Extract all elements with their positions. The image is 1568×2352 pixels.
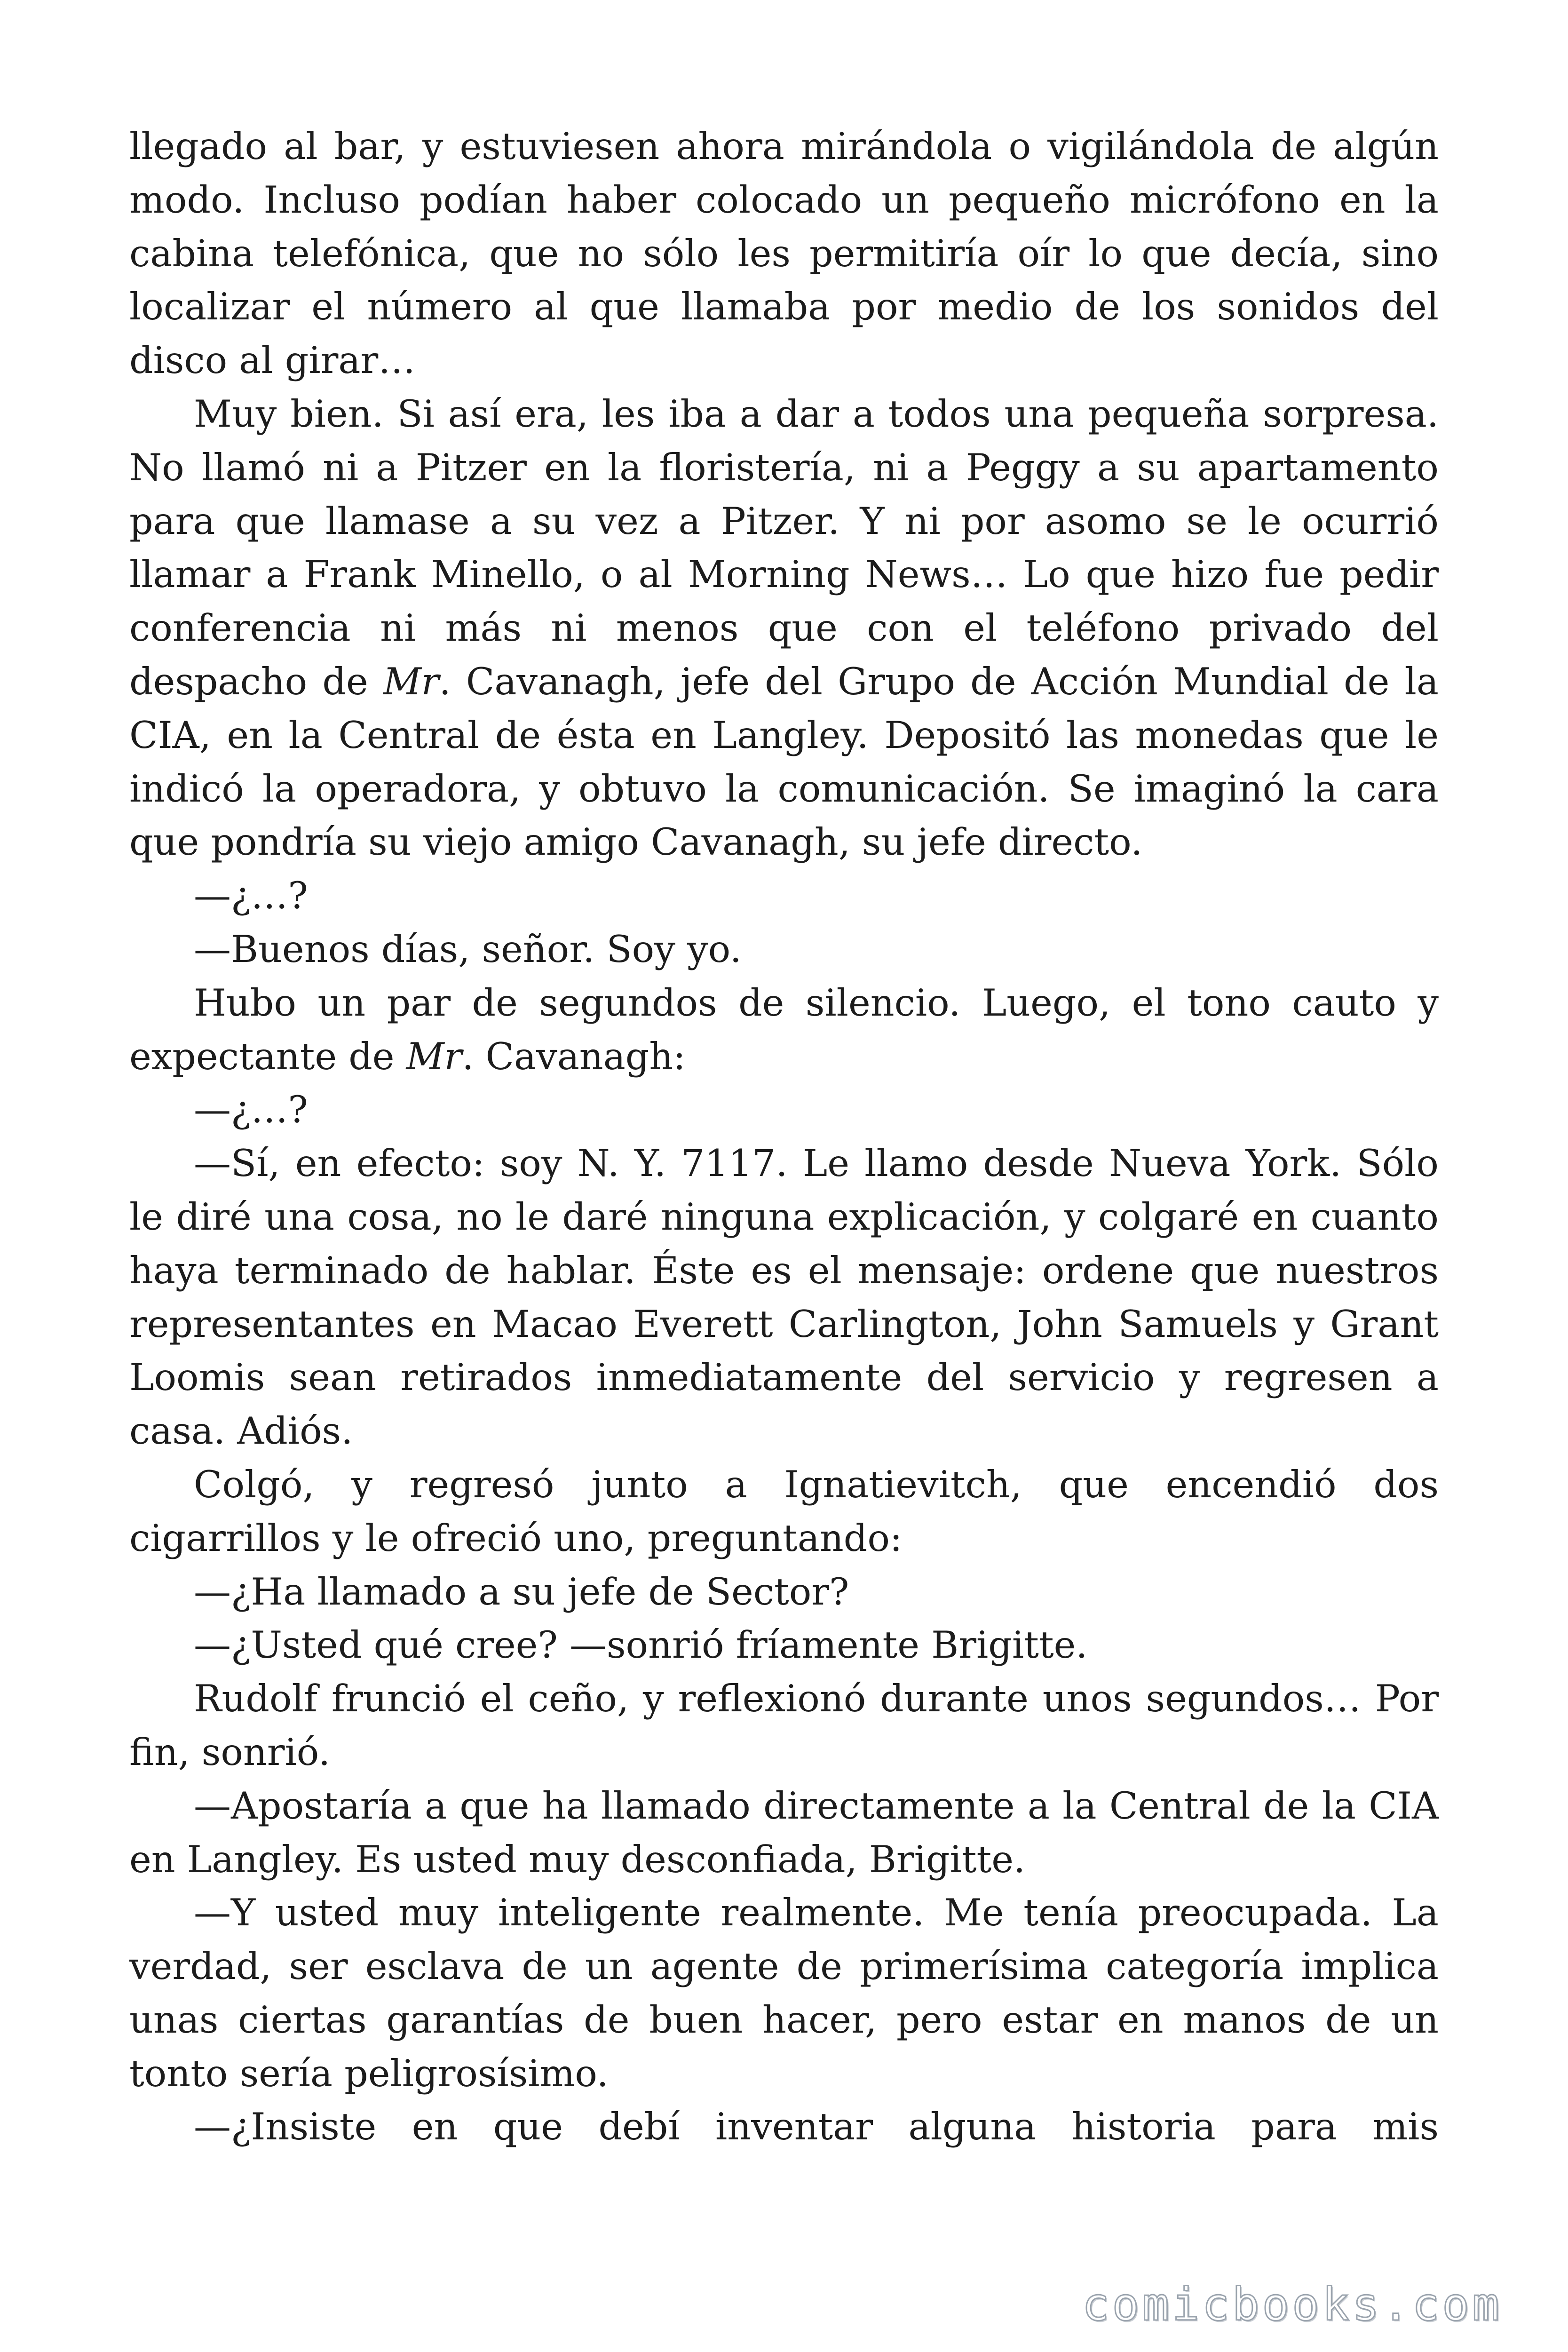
dialogue-line xyxy=(129,1619,1439,1672)
paragraph-text: —¿Insiste en que debí inventar alguna historia para mis xyxy=(194,2105,1439,2149)
paragraph-text: —¿…? xyxy=(194,874,308,918)
paragraph-text: Muy bien. Si así era, les iba a dar a todos una pequeña sorpresa. No llamó ni a Pitzer en la floristería, ni a Peggy a su apartamento para que llamase a su vez a Pitzer. Y ni por asomo se le ocurrió llamar a Frank Minello, o al Morning News… Lo que hizo fue pedir conferencia ni más ni menos que con el teléfono privado del despacho de xyxy=(129,392,1439,703)
paragraph xyxy=(129,388,1439,869)
paragraph xyxy=(129,977,1439,1084)
dialogue-line xyxy=(129,1886,1439,2100)
paragraph-text: —Y usted muy inteligente realmente. Me tenía preocupada. La verdad, ser esclava de un agente de primerísima categoría implica unas ciertas garantías de buen hacer, pero estar en manos de un tonto sería peligrosísimo. xyxy=(129,1891,1439,2095)
dialogue-line xyxy=(129,923,1439,977)
paragraph-text: . Cavanagh: xyxy=(462,1034,686,1078)
paragraph-text: —¿Usted qué cree? —sonrió fríamente Brigitte. xyxy=(194,1623,1088,1667)
paragraph xyxy=(129,1458,1439,1565)
paragraph-text: —¿…? xyxy=(194,1088,308,1132)
paragraph-text: Hubo un par de segundos de silencio. Luego, el tono cauto y expectante de xyxy=(129,981,1439,1078)
paragraph-text: —¿Ha llamado a su jefe de Sector? xyxy=(194,1570,849,1613)
paragraph xyxy=(129,1672,1439,1780)
dialogue-line xyxy=(129,1137,1439,1458)
dialogue-line xyxy=(129,869,1439,923)
paragraph-text: —Buenos días, señor. Soy yo. xyxy=(194,927,742,971)
dialogue-line xyxy=(129,2100,1439,2154)
dialogue-line xyxy=(129,1565,1439,1619)
paragraph-text: Colgó, y regresó junto a Ignatievitch, que encendió dos cigarrillos y le ofreció uno, preguntando: xyxy=(129,1462,1439,1560)
paragraph-text: llegado al bar, y estuviesen ahora mirándola o vigilándola de algún modo. Incluso podían haber colocado un pequeño micrófono en la cabina telefónica, que no sólo les permitiría oír lo que decía, sino localizar el número al que llamaba por medio de los sonidos del disco al girar… xyxy=(129,125,1439,382)
paragraph-text: . Cavanagh, jefe del Grupo de Acción Mundial de la CIA, en la Central de ésta en Langley. Depositó las monedas que le indicó la operadora, y obtuvo la comunicación. Se imaginó la cara que pondría su viejo amigo Cavanagh, su jefe directo. xyxy=(129,660,1439,864)
watermark-logo: comicbooks.com xyxy=(1082,2278,1502,2331)
italic-abbreviation: Mr xyxy=(406,1034,462,1078)
italic-abbreviation: Mr xyxy=(383,660,439,703)
paragraph-text: Rudolf frunció el ceño, y reflexionó durante unos segundos… Por fin, sonrió. xyxy=(129,1677,1439,1774)
paragraph-text: —Sí, en efecto: soy N. Y. 7117. Le llamo desde Nueva York. Sólo le diré una cosa, no le daré ninguna explicación, y colgaré en cuanto haya terminado de hablar. Éste es el mensaje: ordene que nuestros representantes en Macao Everett Carlington, John Samuels y Grant Loomis sean retirados inmediatamente del servicio y regresen a casa. Adiós. xyxy=(129,1142,1439,1453)
dialogue-line xyxy=(129,1083,1439,1137)
body-text xyxy=(129,120,1439,2154)
dialogue-line xyxy=(129,1780,1439,1887)
paragraph xyxy=(129,120,1439,388)
paragraph-text: —Apostaría a que ha llamado directamente a la Central de la CIA en Langley. Es usted muy desconfiada, Brigitte. xyxy=(129,1784,1439,1881)
